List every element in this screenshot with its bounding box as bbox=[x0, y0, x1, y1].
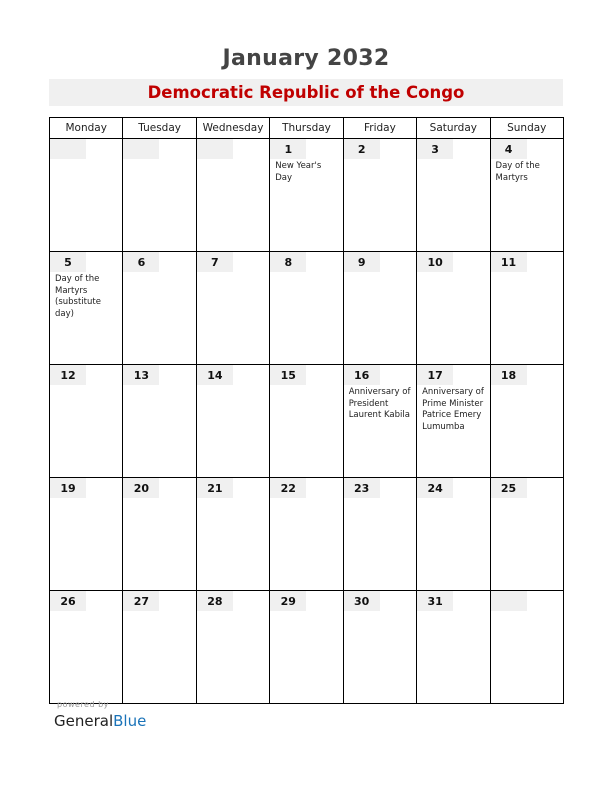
day-cell bbox=[417, 252, 490, 365]
day-cell bbox=[50, 478, 123, 591]
day-number: 21 bbox=[197, 478, 233, 498]
day-number: 4 bbox=[491, 139, 527, 159]
weekday-header: Thursday bbox=[270, 118, 343, 139]
day-cell bbox=[490, 252, 563, 365]
weekday-header: Sunday bbox=[490, 118, 563, 139]
day-number: 22 bbox=[270, 478, 306, 498]
day-number: 6 bbox=[123, 252, 159, 272]
day-number: 25 bbox=[491, 478, 527, 498]
day-number: 2 bbox=[344, 139, 380, 159]
holiday-label: Day of the Martyrs (substitute day) bbox=[55, 274, 101, 319]
day-number: 24 bbox=[417, 478, 453, 498]
weekday-header: Saturday bbox=[417, 118, 490, 139]
day-number bbox=[50, 139, 86, 159]
day-number: 29 bbox=[270, 591, 306, 611]
day-cell bbox=[196, 139, 269, 252]
brand-blue: Blue bbox=[113, 712, 147, 730]
day-cell bbox=[270, 591, 343, 704]
day-cell bbox=[490, 478, 563, 591]
day-cell bbox=[123, 591, 196, 704]
day-cell bbox=[270, 365, 343, 478]
weekday-header-row bbox=[50, 118, 564, 139]
day-cell bbox=[270, 139, 343, 252]
day-cell bbox=[490, 139, 563, 252]
day-cell bbox=[490, 591, 563, 704]
day-cell bbox=[50, 365, 123, 478]
day-number: 30 bbox=[344, 591, 380, 611]
day-number: 26 bbox=[50, 591, 86, 611]
day-number: 18 bbox=[491, 365, 527, 385]
day-number: 16 bbox=[344, 365, 380, 385]
day-cell bbox=[50, 139, 123, 252]
day-number: 17 bbox=[417, 365, 453, 385]
day-cell bbox=[123, 478, 196, 591]
day-number: 14 bbox=[197, 365, 233, 385]
day-number: 3 bbox=[417, 139, 453, 159]
day-cell bbox=[343, 139, 416, 252]
country-banner: Democratic Republic of the Congo bbox=[49, 79, 563, 106]
week-row bbox=[50, 591, 564, 704]
day-number: 11 bbox=[491, 252, 527, 272]
day-cell bbox=[417, 365, 490, 478]
day-cell bbox=[270, 478, 343, 591]
generalblue-logo bbox=[54, 712, 146, 730]
holiday-label: New Year's Day bbox=[275, 161, 322, 183]
day-number: 5 bbox=[50, 252, 86, 272]
holiday-label: Anniversary of President Laurent Kabila bbox=[348, 387, 411, 420]
day-cell bbox=[417, 478, 490, 591]
week-row bbox=[50, 139, 564, 252]
holiday-label: Day of the Martyrs bbox=[495, 161, 540, 183]
day-cell bbox=[123, 365, 196, 478]
day-number: 12 bbox=[50, 365, 86, 385]
day-cell bbox=[417, 591, 490, 704]
day-number: 31 bbox=[417, 591, 453, 611]
calendar-grid bbox=[49, 117, 564, 704]
brand-general: General bbox=[54, 712, 114, 730]
powered-by-label: powered by bbox=[57, 700, 109, 709]
day-cell bbox=[343, 478, 416, 591]
day-number: 10 bbox=[417, 252, 453, 272]
day-number: 28 bbox=[197, 591, 233, 611]
day-cell bbox=[196, 478, 269, 591]
week-row bbox=[50, 478, 564, 591]
day-cell bbox=[50, 252, 123, 365]
day-cell bbox=[196, 365, 269, 478]
day-cell bbox=[270, 252, 343, 365]
day-number: 13 bbox=[123, 365, 159, 385]
day-cell bbox=[343, 591, 416, 704]
day-number: 15 bbox=[270, 365, 306, 385]
week-row bbox=[50, 365, 564, 478]
day-number bbox=[197, 139, 233, 159]
day-number: 1 bbox=[270, 139, 306, 159]
day-number: 27 bbox=[123, 591, 159, 611]
day-number: 9 bbox=[344, 252, 380, 272]
day-cell bbox=[343, 252, 416, 365]
day-number: 7 bbox=[197, 252, 233, 272]
day-cell bbox=[490, 365, 563, 478]
day-number bbox=[491, 591, 527, 611]
day-cell bbox=[50, 591, 123, 704]
day-number: 8 bbox=[270, 252, 306, 272]
day-cell bbox=[123, 252, 196, 365]
day-number bbox=[123, 139, 159, 159]
weekday-header: Friday bbox=[343, 118, 416, 139]
week-row bbox=[50, 252, 564, 365]
weekday-header: Tuesday bbox=[123, 118, 196, 139]
day-cell bbox=[196, 252, 269, 365]
day-number: 19 bbox=[50, 478, 86, 498]
day-cell bbox=[123, 139, 196, 252]
calendar-title: January 2032 bbox=[222, 46, 390, 71]
weekday-header: Wednesday bbox=[196, 118, 269, 139]
holiday-label: Anniversary of Prime Minister Patrice Emery Lumumba bbox=[422, 387, 484, 432]
day-cell bbox=[417, 139, 490, 252]
day-cell bbox=[343, 365, 416, 478]
weekday-header: Monday bbox=[50, 118, 123, 139]
day-cell bbox=[196, 591, 269, 704]
day-number: 20 bbox=[123, 478, 159, 498]
day-number: 23 bbox=[344, 478, 380, 498]
